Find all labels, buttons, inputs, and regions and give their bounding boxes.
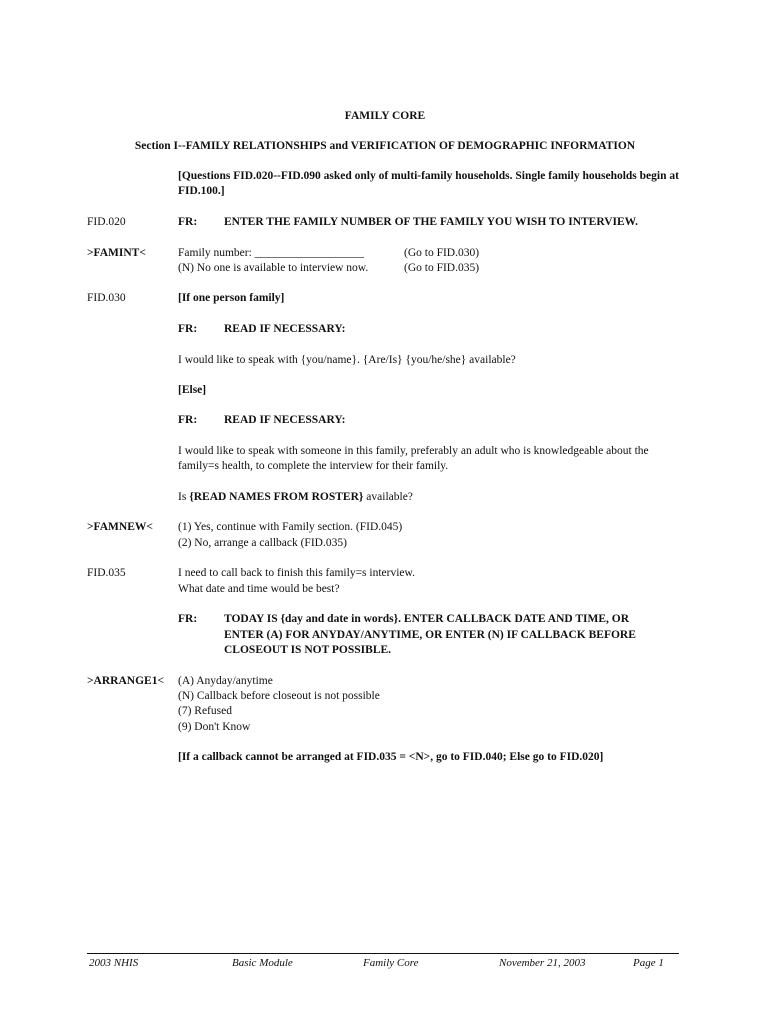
question-text-line-2: family=s health, to complete the interview for their family. bbox=[178, 460, 449, 472]
fr-instruction-line-1: TODAY IS {day and date in words}. ENTER CALLBACK DATE AND TIME, OR bbox=[224, 613, 630, 625]
roster-pre: Is bbox=[178, 491, 190, 503]
section-heading: Section I--FAMILY RELATIONSHIPS and VERIFICATION OF DEMOGRAPHIC INFORMATION bbox=[134, 140, 636, 152]
question-text-line-2: What date and time would be best? bbox=[178, 583, 340, 595]
response-option: (2) No, arrange a callback (FID.035) bbox=[178, 537, 347, 549]
question-id-fid035: FID.035 bbox=[87, 567, 126, 579]
fr-label: FR: bbox=[178, 414, 198, 426]
fr-label: FR: bbox=[178, 323, 198, 335]
page-title: FAMILY CORE bbox=[344, 110, 426, 122]
fr-instruction-line-3: CLOSEOUT IS NOT POSSIBLE. bbox=[224, 644, 392, 656]
intro-note-line-1: [Questions FID.020--FID.090 asked only of multi-family households. Single family households begin at bbox=[178, 170, 679, 182]
goto-instruction: (Go to FID.035) bbox=[404, 262, 480, 274]
fr-instruction: ENTER THE FAMILY NUMBER OF THE FAMILY YOU WISH TO INTERVIEW. bbox=[224, 216, 639, 228]
footer-section: Family Core bbox=[363, 957, 419, 969]
variable-famnew: >FAMNEW< bbox=[87, 521, 153, 533]
variable-arrange1: >ARRANGE1< bbox=[87, 675, 164, 687]
question-id-fid020: FID.020 bbox=[87, 216, 126, 228]
question-text-line-1: I need to call back to finish this family=s interview. bbox=[178, 567, 415, 579]
roster-post: available? bbox=[363, 491, 413, 503]
response-option: (1) Yes, continue with Family section. (FID.045) bbox=[178, 521, 403, 533]
question-id-fid030: FID.030 bbox=[87, 292, 126, 304]
question-text-roster bbox=[178, 491, 413, 503]
question-text: I would like to speak with {you/name}. {Are/Is} {you/he/she} available? bbox=[178, 354, 516, 366]
intro-note-line-2: FID.100.] bbox=[178, 185, 225, 197]
footer-page-number: Page 1 bbox=[633, 957, 664, 969]
fr-label: FR: bbox=[178, 613, 198, 625]
fr-instruction: READ IF NECESSARY: bbox=[224, 323, 346, 335]
condition-label: [If one person family] bbox=[178, 292, 285, 304]
footer-survey: 2003 NHIS bbox=[89, 957, 139, 969]
response-option: (9) Don't Know bbox=[178, 721, 251, 733]
footer-module: Basic Module bbox=[232, 957, 293, 969]
goto-instruction: (Go to FID.030) bbox=[404, 247, 480, 259]
fr-label: FR: bbox=[178, 216, 198, 228]
response-option: (A) Anyday/anytime bbox=[178, 675, 273, 687]
fr-instruction-line-2: ENTER (A) FOR ANYDAY/ANYTIME, OR ENTER (N) IF CALLBACK BEFORE bbox=[224, 629, 636, 641]
skip-instruction: [If a callback cannot be arranged at FID.035 = <N>, go to FID.040; Else go to FID.020] bbox=[178, 751, 604, 763]
condition-label: [Else] bbox=[178, 384, 207, 396]
response-option: (N) Callback before closeout is not possible bbox=[178, 690, 380, 702]
footer-date: November 21, 2003 bbox=[499, 957, 586, 969]
response-option: (N) No one is available to interview now. bbox=[178, 262, 369, 274]
fr-instruction: READ IF NECESSARY: bbox=[224, 414, 346, 426]
question-text-line-1: I would like to speak with someone in this family, preferably an adult who is knowledgeable about the bbox=[178, 445, 649, 457]
roster-instruction: {READ NAMES FROM ROSTER} bbox=[189, 491, 364, 503]
variable-famint: >FAMINT< bbox=[87, 247, 146, 259]
footer-rule bbox=[87, 953, 679, 954]
response-option: (7) Refused bbox=[178, 705, 232, 717]
response-option: Family number: ___________________ bbox=[178, 247, 364, 259]
